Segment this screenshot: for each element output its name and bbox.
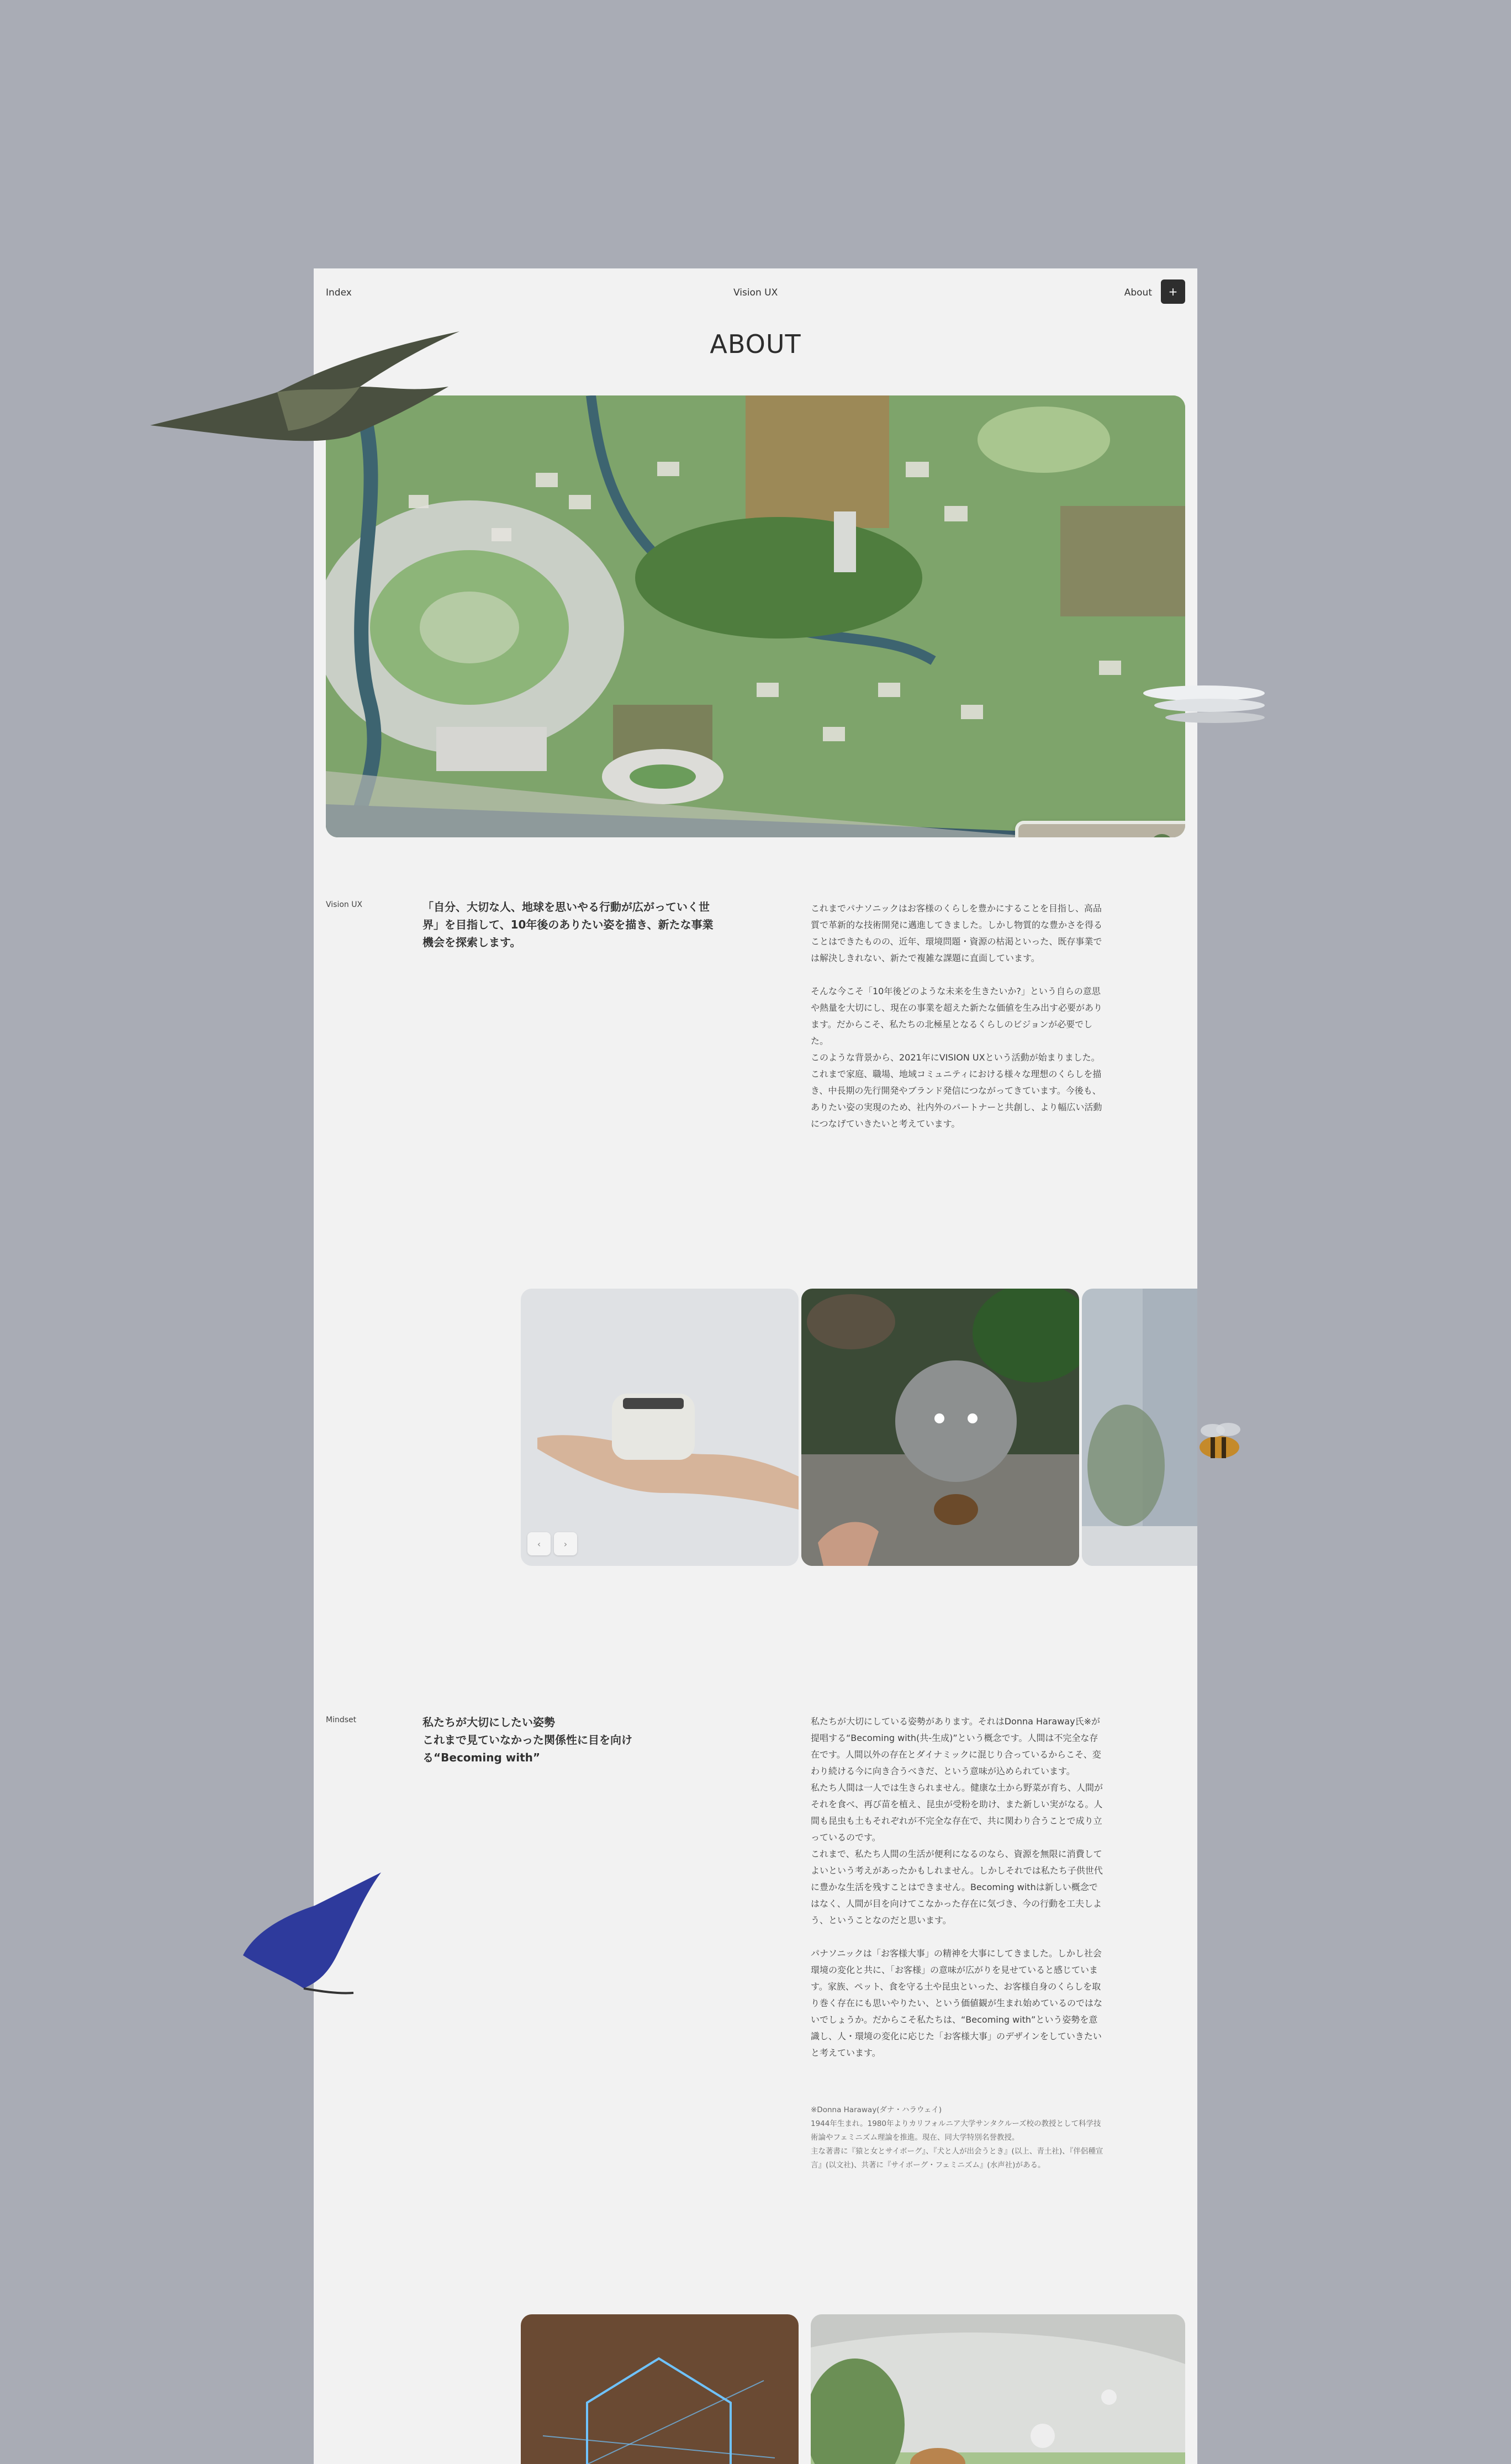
bird-figure (150, 331, 465, 475)
mindset-heading: 私たちが大切にしたい姿勢 これまで見ていなかった関係性に目を向け る“Becoming with” (422, 1716, 632, 1764)
bee-figure (1186, 1414, 1253, 1475)
haraway-footnote: ※Donna Haraway(ダナ・ハラウェイ) 1944年生まれ。1980年よりカリフォルニア大学サンタクルーズ校の教授として科学技術論やフェミニズム理論を推進。現在、同大学特別名誉教授。 主な著書に『猿と女とサイボーグ』、『犬と人が出会うとき』(以上、青土社)、『伴侶種宣言』(以文社)、共著に『サイボーグ・フェミニズム』(水声社)がある。 (811, 2106, 1103, 2170)
carousel-prev-button[interactable]: ‹ (527, 1532, 551, 1555)
vision-body: これまでパナソニックはお客様のくらしを豊かにすることを目指し、高品質で革新的な技術開発に邁進してきました。しかし物質的な豊かさを得ることはできたものの、近年、環境問題・資源の枯渇といった、既存事業では解決しきれない、新たで複雑な課題に直面しています。 そんな今こそ「10年後どのような未来を生きたいか?」という自らの意思や熱量を大切にし、現在の事業を超えた新たな価値を生み出す必要があります。だからこそ、私たちの北極星となるくらしのビジョンが必要でした。 このような背景から、2021年にVISION UXという活動が始まりました。これまで家庭、職場、地域コミュニティにおける様々な理想のくらしを描き、中長期の先行開発やブランド発信につながってきています。今後も、ありたい姿の実現のため、社内外のパートナーと共創し、より幅広い活動につなげていきたいと考えています。 (811, 903, 1103, 1129)
carousel-next-button[interactable]: › (554, 1532, 577, 1555)
wireframe-house-image (521, 2314, 799, 2464)
concept-movie-thumbnail (1018, 824, 1185, 837)
vision-heading: 「自分、大切な人、地球を思いやる行動が広がっていく世 界」を目指して、10年後のありたい姿を描き、新たな事業 機会を探索します。 (422, 900, 714, 949)
nav-about-link[interactable]: About (1124, 287, 1152, 298)
nav-vision-ux-link[interactable]: Vision UX (733, 287, 778, 298)
section-label-mindset: Mindset (326, 1716, 357, 1724)
menu-plus-button[interactable]: + (1161, 279, 1185, 304)
community-space-image (811, 2314, 1185, 2464)
section-label-vision-ux: Vision UX (326, 900, 363, 909)
hand-device-image (521, 1289, 799, 1566)
saucer-figure (1138, 671, 1270, 732)
mindset-body: 私たちが大切にしている姿勢があります。それはDonna Haraway氏※が提唱する“Becoming with(共-生成)”という概念です。人間は不完全な存在です。人間以外の存在とダイナミックに混じり合っているからこそ、変わり続ける今に向き合うべきだ、という意味が込められています。 私たち人間は一人では生きられません。健康な土から野菜が育ち、人間がそれを食べ、再び苗を植え、昆虫が受粉を助け、また新しい実がなる。人間も昆虫も土もそれぞれが不完全な存在で、共に関わり合うことで成り立っているのです。 これまで、私たち人間の生活が便利になるのなら、資源を無限に消費してよいという考えがあったかもしれません。しかしそれでは私たち子供世代に豊かな生活を残すことはできません。Becoming withは新しい概念ではなく、人間が目を向けてこなかった存在に気づき、今の行動を工夫しよう、ということなのだと思います。 パナソニックは「お客様大事」の精神を大事にしてきました。しかし社会環境の変化と共に、「お客様」の意味が広がりを見せていると感じています。家族、ペット、食を守る土や昆虫といった、お客様自身のくらしを取り巻く存在にも思いやりたい、という価値観が生まれ始めているのではないでしょうか。だからこそ私たちは、“Becoming with”という姿勢を意識し、人・環境の変化に応じた「お客様大事」のデザインをしていきたいと考えています。 (811, 1716, 1103, 2058)
concept-movie-card[interactable] (1015, 821, 1185, 837)
robot-plant-image (801, 1289, 1079, 1566)
page-title: ABOUT (710, 329, 801, 359)
interior-plant-image (1082, 1289, 1197, 1566)
about-page (314, 268, 1197, 2464)
butterfly-figure (243, 1872, 387, 1999)
nav-index-link[interactable]: Index (326, 287, 352, 298)
